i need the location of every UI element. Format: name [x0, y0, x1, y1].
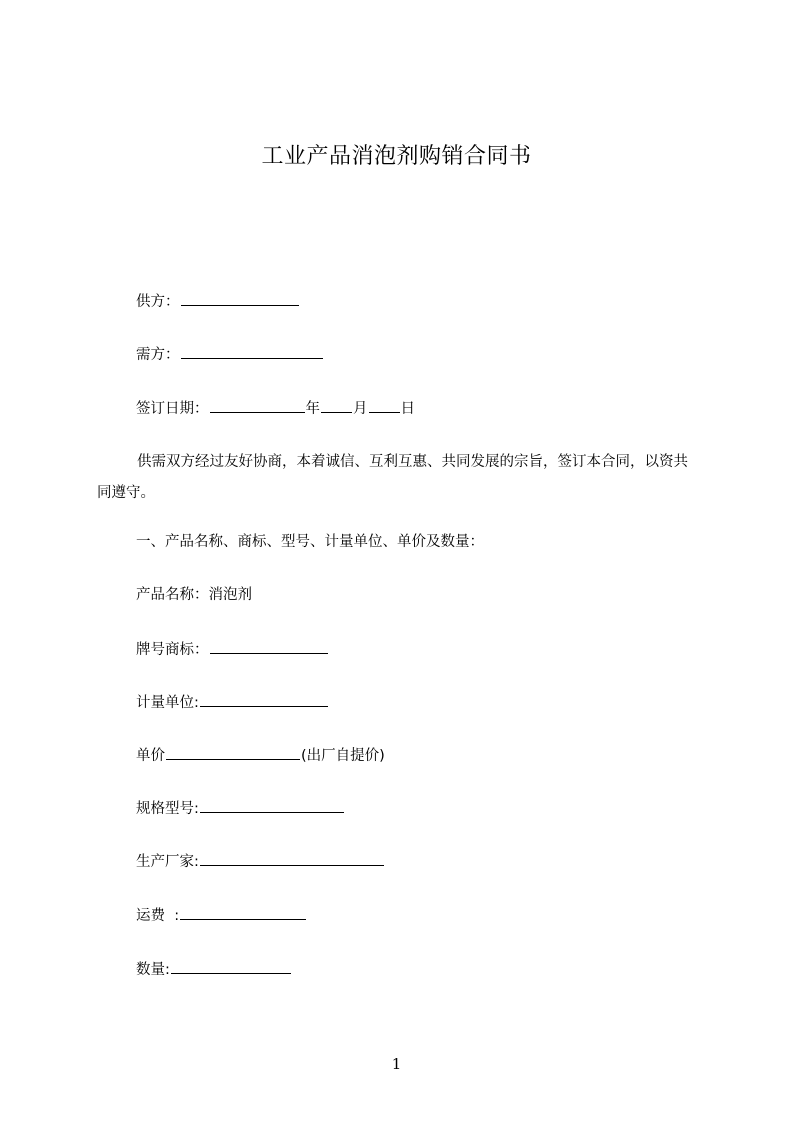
section1-heading: 一、产品名称、商标、型号、计量单位、单价及数量：	[136, 534, 484, 550]
intro-paragraph: 供需双方经过友好协商，本着诚信、互利互惠、共同发展的宗旨，签订本合同，以资共同遵守。	[97, 454, 688, 501]
spec-blank[interactable]	[200, 798, 344, 813]
unit-line	[136, 692, 329, 713]
brand-line	[136, 639, 329, 660]
product-name-label: 产品名称：	[136, 587, 209, 603]
supplier-blank[interactable]	[181, 291, 299, 306]
spec-label: 规格型号:	[136, 801, 199, 817]
price-note: (出厂自提价)	[301, 748, 385, 764]
quantity-line	[136, 959, 292, 980]
brand-blank[interactable]	[210, 639, 328, 654]
buyer-blank[interactable]	[181, 344, 323, 359]
manufacturer-blank[interactable]	[200, 851, 384, 866]
month-label: 月	[353, 401, 368, 417]
product-name-value: 消泡剂	[208, 587, 252, 603]
manufacturer-line	[136, 851, 385, 872]
day-label: 日	[400, 401, 415, 417]
price-line	[136, 745, 385, 766]
year-blank[interactable]	[210, 398, 305, 413]
product-name-line	[136, 585, 252, 605]
page-number: 1	[391, 1055, 402, 1073]
price-label: 单价	[136, 748, 165, 764]
manufacturer-label: 生产厂家:	[136, 854, 199, 870]
year-label: 年	[305, 401, 320, 417]
sign-date-line	[136, 398, 415, 419]
day-blank[interactable]	[369, 398, 400, 413]
price-blank[interactable]	[166, 745, 300, 760]
supplier-line	[136, 291, 300, 312]
buyer-line	[136, 344, 324, 365]
quantity-blank[interactable]	[171, 959, 291, 974]
unit-blank[interactable]	[200, 692, 328, 707]
brand-label: 牌号商标：	[136, 642, 209, 658]
quantity-label: 数量:	[136, 962, 170, 978]
month-blank[interactable]	[321, 398, 352, 413]
buyer-label: 需方：	[136, 347, 180, 363]
spec-line	[136, 798, 345, 819]
freight-blank[interactable]	[180, 905, 306, 920]
freight-label: 运费 :	[136, 908, 180, 924]
sign-date-label: 签订日期：	[136, 401, 209, 417]
unit-label: 计量单位:	[136, 695, 199, 711]
document-title: 工业产品消泡剂购销合同书	[261, 144, 532, 169]
freight-line	[136, 905, 307, 926]
supplier-label: 供方：	[136, 294, 180, 310]
